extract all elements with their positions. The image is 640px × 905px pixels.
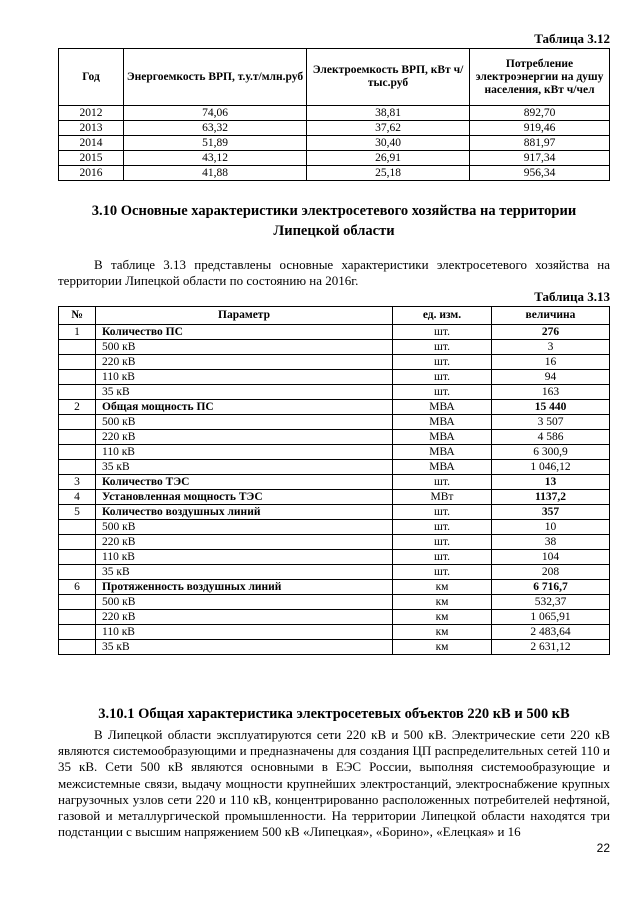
table-cell-num	[59, 550, 96, 565]
table-cell-unit: МВА	[393, 445, 492, 460]
table-cell-value: 357	[492, 505, 610, 520]
table-cell: 51,89	[124, 136, 307, 151]
table-header-row	[59, 307, 610, 325]
table-cell-param: 220 кВ	[96, 430, 393, 445]
table-cell-param: 110 кВ	[96, 370, 393, 385]
parameter-group-row	[59, 505, 610, 520]
table-cell-param: Протяженность воздушных линий	[96, 580, 393, 595]
column-header: ед. изм.	[393, 307, 492, 325]
table-cell-param: Установленная мощность ТЭС	[96, 490, 393, 505]
table-cell-num	[59, 445, 96, 460]
table-cell: 41,88	[124, 166, 307, 181]
table-cell: 63,32	[124, 121, 307, 136]
table-cell-unit: км	[393, 580, 492, 595]
table-cell-param: 35 кВ	[96, 460, 393, 475]
table-cell-num: 1	[59, 325, 96, 340]
parameter-subrow	[59, 340, 610, 355]
table-row	[59, 151, 610, 166]
table-cell-num	[59, 430, 96, 445]
table-cell-unit: км	[393, 610, 492, 625]
table-row	[59, 106, 610, 121]
table-cell: 37,62	[307, 121, 470, 136]
table-3-12	[58, 48, 610, 181]
table-cell-num	[59, 610, 96, 625]
table-cell-num	[59, 625, 96, 640]
table-cell-num	[59, 385, 96, 400]
table-cell-param: 500 кВ	[96, 595, 393, 610]
table-cell: 26,91	[307, 151, 470, 166]
body-paragraph	[58, 727, 610, 840]
table-cell-param: Общая мощность ПС	[96, 400, 393, 415]
column-header: Энергоемкость ВРП, т.у.т/млн.руб	[124, 49, 307, 106]
table-cell-value: 10	[492, 520, 610, 535]
table-cell-param: 110 кВ	[96, 445, 393, 460]
table-cell-unit: шт.	[393, 475, 492, 490]
table-cell-unit: МВА	[393, 460, 492, 475]
column-header: Параметр	[96, 307, 393, 325]
column-header: величина	[492, 307, 610, 325]
table-cell: 30,40	[307, 136, 470, 151]
table-cell-unit: шт.	[393, 505, 492, 520]
table-cell: 25,18	[307, 166, 470, 181]
table-cell-unit: шт.	[393, 340, 492, 355]
table-cell-unit: шт.	[393, 565, 492, 580]
table-cell-unit: км	[393, 640, 492, 655]
table-cell-param: 500 кВ	[96, 340, 393, 355]
table-header-row	[59, 49, 610, 106]
column-header: Год	[59, 49, 124, 106]
table-cell-unit: шт.	[393, 550, 492, 565]
table-cell-num	[59, 595, 96, 610]
column-header: Электроемкость ВРП, кВт ч/тыс.руб	[307, 49, 470, 106]
table-cell-unit: км	[393, 595, 492, 610]
table-cell-num	[59, 370, 96, 385]
table-cell-num	[59, 415, 96, 430]
table-cell-param: 220 кВ	[96, 535, 393, 550]
table-cell-value: 6 300,9	[492, 445, 610, 460]
parameter-subrow	[59, 370, 610, 385]
table-row	[59, 136, 610, 151]
table-cell: 74,06	[124, 106, 307, 121]
table-cell-value: 3	[492, 340, 610, 355]
intro-text: В таблице 3.13 представлены основные характеристики электросетевого хозяйства на территории Липецкой области по состоянию на 2016г.	[58, 257, 610, 289]
table-cell-unit: шт.	[393, 535, 492, 550]
table-cell-value: 163	[492, 385, 610, 400]
table-cell-value: 104	[492, 550, 610, 565]
table-cell-unit: МВА	[393, 400, 492, 415]
table-cell-param: 35 кВ	[96, 565, 393, 580]
table-cell-value: 16	[492, 355, 610, 370]
table-cell-unit: шт.	[393, 385, 492, 400]
table-cell-num	[59, 535, 96, 550]
column-header: №	[59, 307, 96, 325]
body-text: В Липецкой области эксплуатируются сети 220 кВ и 500 кВ. Электрические сети 220 кВ являются системообразующими и предназначены для создания ЦП распределительных сетей 110 и 35 кВ. Сети 500 кВ являются основными в ЕЭС России, выполняя системообразующие и межсистемные связи, выдачу мощности крупнейших электростанций, электроснабжение крупных нагрузочных узлов сети 220 и 110 кВ, концентрированно расположенных потребителей нефтяной, газовой и металлургической промышленности. На территории Липецкой области находятся три подстанции с высшим напряжением 500 кВ «Липецкая», «Борино», «Елецкая» и 16	[58, 727, 610, 840]
table-cell: 892,70	[470, 106, 610, 121]
table-cell-num: 4	[59, 490, 96, 505]
section-heading: 3.10 Основные характеристики электросетевого хозяйства на территории Липецкой области	[91, 203, 577, 239]
table-cell: 2014	[59, 136, 124, 151]
table-cell-param: 220 кВ	[96, 355, 393, 370]
table-cell-value: 532,37	[492, 595, 610, 610]
table-cell-unit: МВА	[393, 430, 492, 445]
table-cell: 2012	[59, 106, 124, 121]
table-cell: 917,34	[470, 151, 610, 166]
parameter-subrow	[59, 595, 610, 610]
parameter-subrow	[59, 550, 610, 565]
parameter-subrow	[59, 415, 610, 430]
table-cell-param: Количество ТЭС	[96, 475, 393, 490]
intro-paragraph	[58, 257, 610, 289]
parameter-subrow	[59, 385, 610, 400]
table-cell-value: 2 483,64	[492, 625, 610, 640]
table-cell-value: 4 586	[492, 430, 610, 445]
table-cell-unit: МВА	[393, 415, 492, 430]
column-header: Потребление электроэнергии на душу населения, кВт ч/чел	[470, 49, 610, 106]
table-cell: 956,34	[470, 166, 610, 181]
table-cell-num: 6	[59, 580, 96, 595]
table-cell-unit: шт.	[393, 355, 492, 370]
parameter-group-row	[59, 325, 610, 340]
table-cell-value: 38	[492, 535, 610, 550]
table-3-12-body	[59, 106, 610, 181]
table-cell-value: 3 507	[492, 415, 610, 430]
table-cell-param: Количество воздушных линий	[96, 505, 393, 520]
table-cell-num: 3	[59, 475, 96, 490]
parameter-subrow	[59, 355, 610, 370]
table-cell-param: 500 кВ	[96, 520, 393, 535]
table-cell: 2013	[59, 121, 124, 136]
table-cell-num	[59, 520, 96, 535]
subsection-heading: 3.10.1 Общая характеристика электросетевых объектов 220 кВ и 500 кВ	[98, 706, 570, 722]
table-cell-value: 15 440	[492, 400, 610, 415]
table-cell-unit: МВт	[393, 490, 492, 505]
table-cell-param: 35 кВ	[96, 640, 393, 655]
table-cell-value: 6 716,7	[492, 580, 610, 595]
table-cell-num	[59, 355, 96, 370]
table-3-12-caption: Таблица 3.12	[534, 31, 610, 46]
table-3-13-body	[59, 325, 610, 655]
table-cell-value: 276	[492, 325, 610, 340]
table-cell-unit: шт.	[393, 520, 492, 535]
table-cell-value: 94	[492, 370, 610, 385]
table-cell-num	[59, 340, 96, 355]
table-row	[59, 121, 610, 136]
table-cell: 43,12	[124, 151, 307, 166]
table-cell-unit: шт.	[393, 370, 492, 385]
table-cell-value: 208	[492, 565, 610, 580]
parameter-subrow	[59, 640, 610, 655]
table-cell-num	[59, 565, 96, 580]
table-cell-num: 2	[59, 400, 96, 415]
table-cell: 38,81	[307, 106, 470, 121]
parameter-subrow	[59, 535, 610, 550]
table-3-13	[58, 306, 610, 655]
table-cell-param: 110 кВ	[96, 625, 393, 640]
table-cell-unit: км	[393, 625, 492, 640]
parameter-group-row	[59, 490, 610, 505]
table-cell-value: 1 046,12	[492, 460, 610, 475]
table-cell: 2015	[59, 151, 124, 166]
parameter-subrow	[59, 460, 610, 475]
parameter-subrow	[59, 625, 610, 640]
table-cell-num	[59, 460, 96, 475]
table-cell-unit: шт.	[393, 325, 492, 340]
table-cell-param: Количество ПС	[96, 325, 393, 340]
parameter-group-row	[59, 400, 610, 415]
table-cell: 881,97	[470, 136, 610, 151]
table-cell: 919,46	[470, 121, 610, 136]
parameter-subrow	[59, 610, 610, 625]
parameter-subrow	[59, 445, 610, 460]
parameter-subrow	[59, 565, 610, 580]
table-cell-param: 220 кВ	[96, 610, 393, 625]
table-cell: 2016	[59, 166, 124, 181]
parameter-group-row	[59, 475, 610, 490]
table-cell-param: 35 кВ	[96, 385, 393, 400]
table-cell-param: 110 кВ	[96, 550, 393, 565]
table-cell-value: 2 631,12	[492, 640, 610, 655]
table-cell-param: 500 кВ	[96, 415, 393, 430]
table-cell-value: 1137,2	[492, 490, 610, 505]
parameter-subrow	[59, 430, 610, 445]
table-cell-num	[59, 640, 96, 655]
table-cell-num: 5	[59, 505, 96, 520]
parameter-subrow	[59, 520, 610, 535]
table-cell-value: 13	[492, 475, 610, 490]
table-row	[59, 166, 610, 181]
page-number: 22	[596, 841, 610, 855]
table-cell-value: 1 065,91	[492, 610, 610, 625]
parameter-group-row	[59, 580, 610, 595]
table-3-13-caption: Таблица 3.13	[534, 289, 610, 304]
